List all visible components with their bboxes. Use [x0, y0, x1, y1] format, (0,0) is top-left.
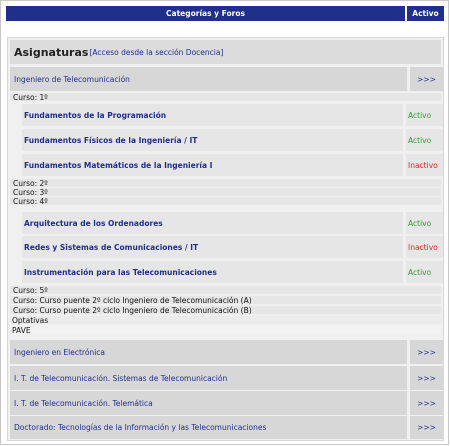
- subject-redes[interactable]: Redes y Sistemas de Comunicaciones / IT: [22, 236, 403, 258]
- subject-fund-fisicos[interactable]: Fundamentos Físicos de la Ingeniería / IT: [22, 129, 403, 151]
- degree-row-telecom[interactable]: Ingeniero de Telecomunicación: [10, 67, 407, 91]
- course-row-puente-a: Curso: Curso puente 2º ciclo Ingeniero de Telecomunicación (A): [10, 296, 441, 304]
- subject-instrumentacion[interactable]: Instrumentación para las Telecomunicaciones: [22, 261, 403, 283]
- subject-arquitectura[interactable]: Arquitectura de los Ordenadores: [22, 212, 403, 234]
- status-badge: Activo: [406, 129, 443, 151]
- degree-row-sistemas[interactable]: I. T. de Telecomunicación. Sistemas de Telecomunicación: [10, 366, 407, 390]
- subjects-panel: [7, 37, 444, 441]
- course-row-4: Curso: 4º: [10, 197, 441, 205]
- status-badge: Activo: [406, 212, 443, 234]
- course-row-3: Curso: 3º: [10, 188, 441, 196]
- subject-fund-matematicos[interactable]: Fundamentos Matemáticos de la Ingeniería I: [22, 154, 403, 176]
- panel-titlebar: [10, 40, 441, 64]
- status-badge: Activo: [406, 261, 443, 283]
- docencia-link[interactable]: [Acceso desde la sección Docencia]: [89, 47, 224, 57]
- degree-row-telematica[interactable]: I. T. de Telecomunicación. Telemática: [10, 391, 407, 415]
- header-activo: Activo: [407, 6, 444, 21]
- status-badge: Activo: [406, 104, 443, 126]
- expand-button-electronica[interactable]: >>>: [410, 340, 443, 364]
- optativas-row: Optativas: [10, 316, 441, 324]
- degree-row-electronica[interactable]: Ingeniero en Electrónica: [10, 340, 407, 364]
- course-row-5: Curso: 5º: [10, 286, 441, 294]
- expand-button-telecom[interactable]: >>>: [410, 67, 443, 91]
- expand-button-telematica[interactable]: >>>: [410, 391, 443, 415]
- panel-title: Asignaturas: [14, 45, 89, 59]
- status-badge: Inactivo: [406, 236, 443, 258]
- course-row-1: Curso: 1º: [10, 93, 441, 101]
- expand-button-doctorado[interactable]: >>>: [410, 416, 443, 439]
- pave-row: PAVE: [10, 326, 441, 334]
- header-categorias: Categorías y Foros: [6, 6, 405, 21]
- degree-row-doctorado[interactable]: Doctorado: Tecnologías de la Información y las Telecomunicaciones: [10, 416, 407, 439]
- expand-button-sistemas[interactable]: >>>: [410, 366, 443, 390]
- subject-fund-programacion[interactable]: Fundamentos de la Programación: [22, 104, 403, 126]
- status-badge: Inactivo: [406, 154, 443, 176]
- course-row-puente-b: Curso: Curso puente 2º ciclo Ingeniero de Telecomunicación (B): [10, 306, 441, 314]
- table-header: [6, 6, 444, 21]
- course-row-2: Curso: 2º: [10, 179, 441, 187]
